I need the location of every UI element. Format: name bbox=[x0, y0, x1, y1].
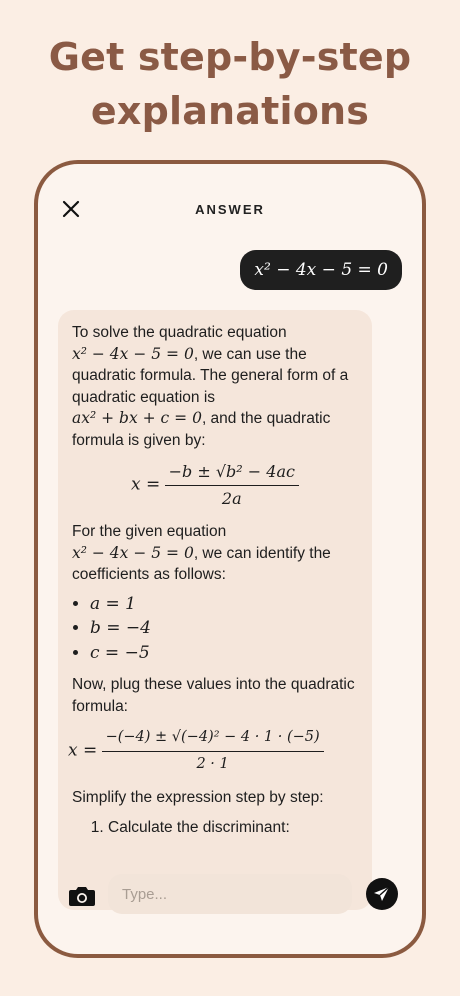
answer-text: , we can identify the coefficients as follows: bbox=[72, 544, 331, 583]
send-button[interactable] bbox=[366, 878, 398, 910]
equation-inline: x² − 4x − 5 = 0 bbox=[72, 543, 194, 562]
answer-text: , we can use the quadratic formula. The general form of a quadratic equation is bbox=[72, 345, 349, 406]
coefficient-list bbox=[72, 594, 358, 665]
send-icon bbox=[373, 885, 391, 903]
formula-lhs: x = bbox=[131, 474, 161, 495]
phone-frame bbox=[34, 160, 426, 958]
formula-numerator: −b ± √b² − 4ac bbox=[165, 461, 299, 486]
answer-text: To solve the quadratic equation bbox=[72, 324, 287, 341]
formula2-numerator: −(−4) ± √(−4)² − 4 · 1 · (−5) bbox=[102, 727, 324, 752]
quadratic-formula bbox=[72, 461, 358, 509]
page-title: ANSWER bbox=[195, 202, 265, 217]
user-message-bubble: x² − 4x − 5 = 0 bbox=[240, 250, 402, 290]
headline-line2: explanations bbox=[90, 89, 370, 133]
general-form-inline: ax² + bx + c = 0 bbox=[72, 409, 202, 427]
list-item: • b = −4 bbox=[90, 618, 358, 640]
formula-denominator: 2a bbox=[221, 488, 242, 508]
formula-fraction bbox=[165, 461, 299, 509]
headline bbox=[0, 30, 460, 138]
equation-inline: x² − 4x − 5 = 0 bbox=[72, 344, 194, 363]
camera-icon[interactable] bbox=[68, 884, 96, 908]
answer-paragraph-1 bbox=[72, 322, 358, 451]
list-item: • a = 1 bbox=[90, 594, 358, 616]
list-item: • c = −5 bbox=[90, 643, 358, 665]
headline-line1: Get step-by-step bbox=[48, 35, 412, 79]
list-item: 1. Calculate the discriminant: bbox=[108, 817, 358, 839]
answer-bubble bbox=[58, 310, 372, 910]
formula2-lhs: x = bbox=[68, 740, 98, 761]
steps-list bbox=[72, 817, 358, 839]
substituted-formula bbox=[68, 727, 358, 775]
message-input[interactable] bbox=[108, 874, 352, 914]
answer-paragraph-4: Simplify the expression step by step: bbox=[72, 789, 324, 806]
composer-bar bbox=[38, 874, 422, 954]
answer-paragraph-2 bbox=[72, 521, 358, 586]
formula2-denominator: 2 · 1 bbox=[196, 755, 229, 772]
answer-paragraph-3: Now, plug these values into the quadratic formula: bbox=[72, 676, 355, 715]
answer-text: For the given equation bbox=[72, 523, 227, 540]
answer-text: , and the quadratic formula is given by: bbox=[72, 410, 331, 449]
top-bar bbox=[38, 164, 422, 254]
formula2-fraction bbox=[102, 727, 324, 775]
